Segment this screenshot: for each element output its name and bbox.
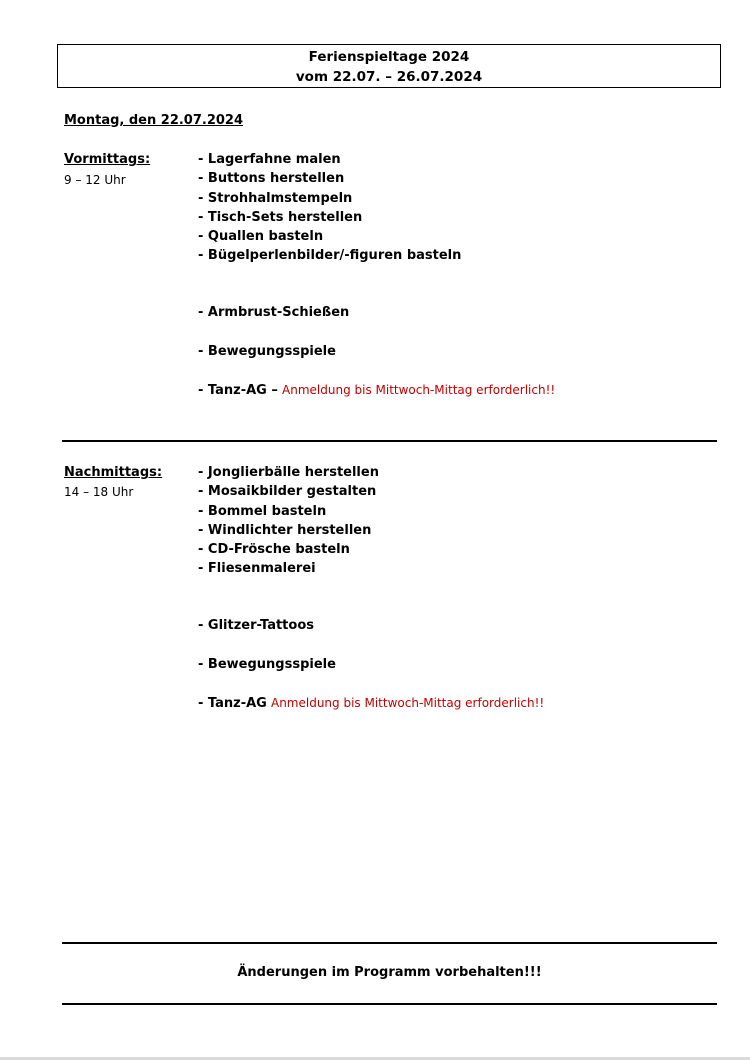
list-item: - Bommel basteln	[198, 503, 327, 519]
afternoon-extra-2: - Bewegungsspiele	[198, 657, 336, 672]
morning-dance-row	[198, 383, 555, 398]
list-item: - Quallen basteln	[198, 229, 324, 245]
afternoon-extra-1: - Glitzer-Tattoos	[198, 618, 314, 633]
list-item: - Mosaikbilder gestalten	[198, 484, 377, 500]
list-item: - Jonglierbälle herstellen	[198, 465, 379, 480]
morning-extra-2: - Bewegungsspiele	[198, 344, 336, 359]
divider-1	[62, 440, 717, 442]
list-item: - Bügelperlenbilder/-figuren basteln	[198, 248, 462, 264]
afternoon-dance-row	[198, 696, 544, 711]
morning-time: 9 – 12 Uhr	[64, 173, 126, 187]
afternoon-activity-list	[198, 463, 379, 579]
list-item: - CD-Frösche basteln	[198, 542, 350, 558]
afternoon-dance-item: - Tanz-AG	[198, 696, 267, 711]
title-line-2: vom 22.07. – 26.07.2024	[295, 69, 483, 85]
morning-dance-item: - Tanz-AG –	[198, 383, 278, 398]
morning-extra-1: - Armbrust-Schießen	[198, 305, 350, 320]
title-box	[57, 44, 721, 88]
footer-note: Änderungen im Programm vorbehalten!!!	[237, 965, 542, 980]
divider-2	[62, 942, 717, 944]
list-item: - Fliesenmalerei	[198, 561, 316, 577]
afternoon-dance-note: Anmeldung bis Mittwoch-Mittag erforderlich!!	[270, 696, 545, 710]
title-line-1: Ferienspieltage 2024	[308, 49, 470, 65]
divider-3	[62, 1003, 717, 1005]
list-item: - Lagerfahne malen	[198, 152, 341, 167]
list-item: - Windlichter herstellen	[198, 522, 372, 538]
afternoon-time: 14 – 18 Uhr	[64, 485, 134, 499]
list-item: - Strohhalmstempeln	[198, 190, 353, 206]
list-item: - Buttons herstellen	[198, 171, 345, 187]
list-item: - Tisch-Sets herstellen	[198, 209, 363, 225]
morning-activity-list	[198, 150, 461, 266]
morning-label: Vormittags:	[64, 152, 151, 167]
morning-dance-note: Anmeldung bis Mittwoch-Mittag erforderlich!!	[282, 383, 556, 397]
day-heading: Montag, den 22.07.2024	[64, 113, 244, 128]
afternoon-label: Nachmittags:	[64, 465, 163, 480]
